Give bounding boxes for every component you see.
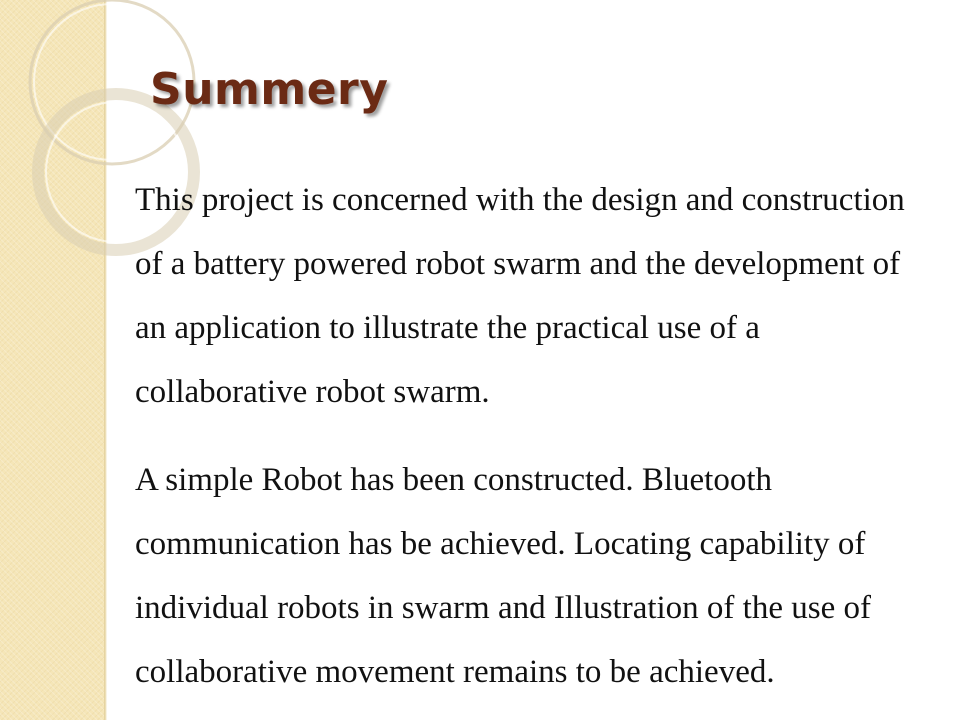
body-paragraph: This project is concerned with the design and construction of a battery powered robot swarm and the development of an application to illustrate the practical use of a collaborative robot swarm. [135, 182, 905, 410]
slide-title: Summery [150, 64, 389, 115]
body-paragraph: A simple Robot has been constructed. Bluetooth communication has be achieved. Locating capability of individual robots in swarm and Illustration of the use of collaborative movement remains to be achieved. [135, 462, 871, 690]
slide-body [135, 168, 935, 704]
